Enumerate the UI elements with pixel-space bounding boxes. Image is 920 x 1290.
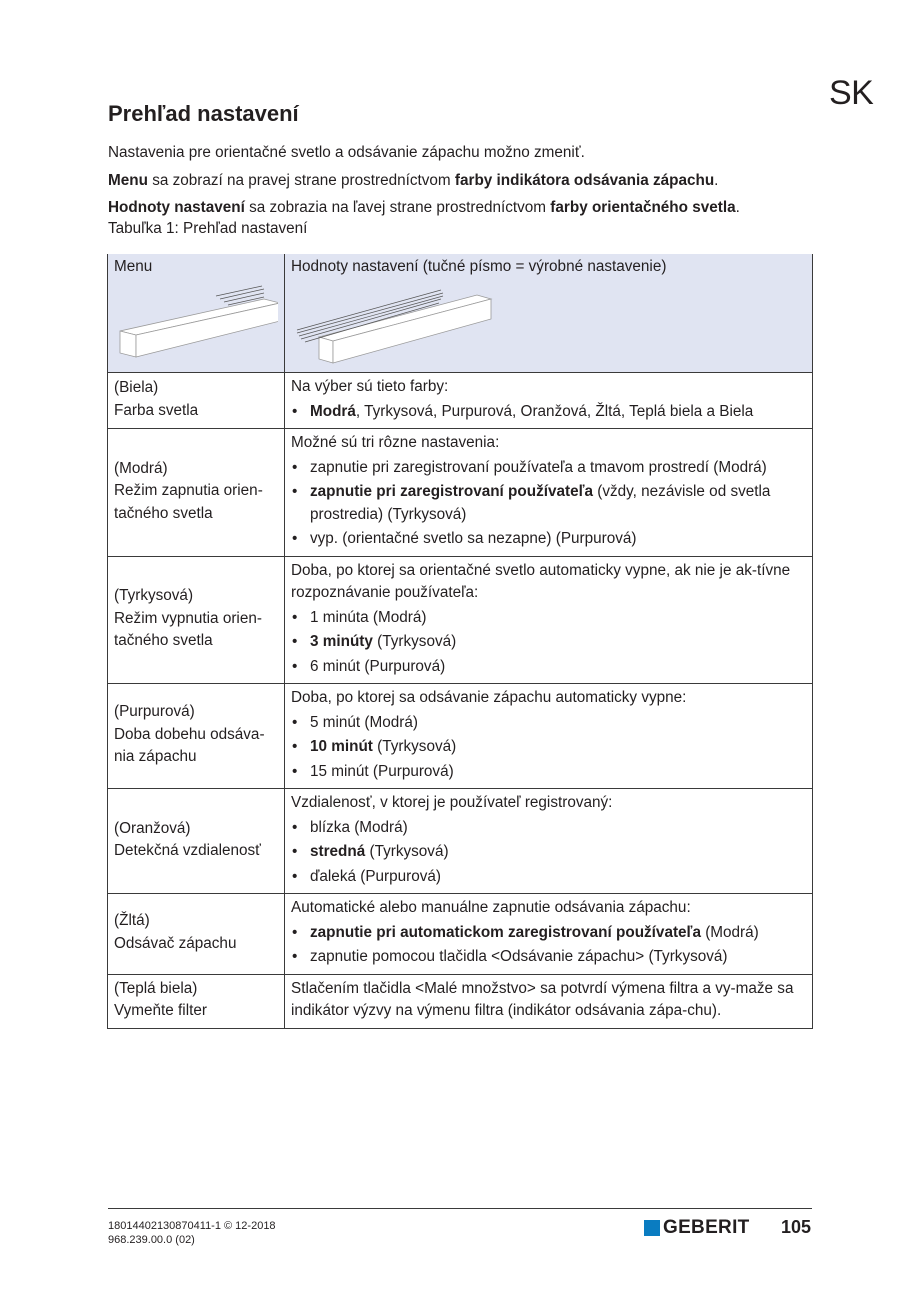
menu-label: Vymeňte filter (114, 1002, 207, 1019)
menu-label: Detekčná vzdialenosť (114, 842, 261, 859)
option-text: , Tyrkysová, Purpurová, Oranžová, Žltá, Teplá biela a Biela (355, 402, 754, 420)
footer-doc-info (108, 1219, 276, 1247)
device-illustration-icon (114, 285, 278, 363)
menu-label: Odsávač zápachu (114, 934, 237, 952)
text: . (714, 171, 719, 189)
values-lead: Automatické alebo manuálne zapnutie odsávania zápachu: (291, 899, 691, 916)
header-menu-label: Menu (114, 258, 153, 275)
settings-table (107, 254, 813, 1029)
values-cell (285, 894, 813, 975)
table-row (108, 556, 813, 684)
values-lead: Stlačením tlačidla <Malé množstvo> sa potvrdí výmena filtra a vy-maže sa indikátor výzvy na výmenu filtra (indikátor odsávania zápa-chu). (291, 979, 794, 1019)
bold-text: farby orientačného svetla (550, 199, 736, 216)
list-item (291, 631, 806, 654)
values-cell (285, 373, 813, 429)
table-row (108, 684, 813, 789)
bold-text: farby indikátora odsávania zápachu (454, 171, 715, 189)
option-text: zapnutie pomocou tlačidla <Odsávanie zápachu> (Tyrkysová) (310, 948, 728, 965)
values-cell (285, 684, 813, 789)
bold-text: Hodnoty nastavení (108, 199, 245, 216)
menu-cell (108, 556, 285, 684)
list-item (291, 656, 806, 679)
intro-text (108, 139, 818, 222)
option-text: ďaleká (Purpurová) (310, 867, 441, 885)
values-cell (285, 429, 813, 557)
brand-square-icon (644, 1220, 660, 1236)
menu-color: (Oranžová) (114, 819, 191, 837)
brand-logo (644, 1217, 750, 1239)
table-row (108, 429, 813, 557)
device-extraction-illustration-icon (291, 285, 501, 365)
list-item (291, 946, 806, 969)
menu-cell (108, 684, 285, 789)
list-item (291, 481, 806, 526)
option-text: vyp. (orientačné svetlo sa nezapne) (Purpurová) (310, 530, 637, 547)
table-row (108, 373, 813, 429)
values-lead: Vzdialenosť, v ktorej je používateľ registrovaný: (291, 794, 613, 811)
default-value: stredná (310, 843, 366, 860)
option-text: zapnutie pri zaregistrovaní používateľa a tmavom prostredí (Modrá) (310, 458, 767, 476)
menu-color: (Tyrkysová) (114, 587, 194, 604)
bold-text: Menu (108, 171, 148, 189)
default-value: 10 minút (310, 738, 373, 755)
language-tag: SK (829, 74, 874, 112)
menu-cell (108, 789, 285, 894)
menu-label: Režim zapnutia orien-tačného svetla (114, 482, 263, 522)
option-text: 6 minút (Purpurová) (310, 657, 446, 675)
table-header-row (108, 254, 813, 373)
menu-cell (108, 974, 285, 1028)
values-lead: Možné sú tri rôzne nastavenia: (291, 434, 500, 451)
values-lead: Doba, po ktorej sa orientačné svetlo automaticky vypne, ak nie je ak-tívne rozpoznávanie používateľa: (291, 561, 791, 601)
default-value: Modrá (310, 402, 356, 420)
values-cell (285, 974, 813, 1028)
menu-label: Farba svetla (114, 401, 199, 419)
intro-line-3 (108, 194, 818, 222)
values-lead: Doba, po ktorej sa odsávanie zápachu automaticky vypne: (291, 689, 687, 706)
text: sa zobrazia na ľavej strane prostredníctvom (244, 199, 551, 216)
list-item (291, 457, 806, 480)
menu-color: (Modrá) (114, 459, 168, 477)
header-cell-values (285, 254, 813, 373)
footer-divider (108, 1208, 812, 1209)
intro-line-1: Nastavenia pre orientačné svetlo a odsávanie zápachu možno zmeniť. (108, 144, 585, 161)
options-list (291, 457, 806, 551)
menu-color: (Teplá biela) (114, 979, 198, 997)
table-row (108, 789, 813, 894)
menu-cell (108, 429, 285, 557)
list-item (291, 528, 806, 551)
option-text: (Tyrkysová) (365, 843, 449, 860)
brand-name: GEBERIT (663, 1217, 750, 1238)
page-number: 105 (781, 1217, 812, 1237)
menu-cell (108, 373, 285, 429)
option-text: (Modrá) (700, 923, 759, 941)
option-text: (Tyrkysová) (372, 738, 457, 755)
options-list (291, 817, 806, 889)
page-title: Prehľad nastavení (108, 101, 299, 126)
menu-color: (Žltá) (114, 912, 150, 930)
list-item (291, 866, 806, 889)
default-value: 3 minúty (310, 633, 373, 650)
table-row (108, 974, 813, 1028)
part-number: 968.239.00.0 (02) (108, 1234, 195, 1246)
menu-cell (108, 894, 285, 975)
list-item (291, 712, 806, 735)
options-list (291, 401, 806, 424)
list-item (291, 607, 806, 630)
values-cell (285, 789, 813, 894)
header-cell-menu (108, 254, 285, 373)
option-text: blízka (Modrá) (310, 818, 408, 836)
menu-color: (Purpurová) (114, 703, 195, 721)
options-list (291, 712, 806, 784)
list-item (291, 922, 806, 945)
list-item (291, 761, 806, 784)
option-text: 5 minút (Modrá) (310, 713, 418, 731)
option-text: (Tyrkysová) (372, 633, 457, 650)
default-value: zapnutie pri zaregistrovaní používateľa (310, 483, 593, 500)
list-item (291, 401, 806, 424)
option-text: (vždy, nezávisle od svetla prostredia) (Tyrkysová) (310, 483, 771, 523)
values-cell (285, 556, 813, 684)
document-id: 18014402130870411-1 © 12-2018 (108, 1220, 276, 1232)
menu-label: Doba dobehu odsáva-nia zápachu (114, 725, 265, 766)
option-text: 1 minúta (Modrá) (310, 608, 427, 626)
menu-label: Režim vypnutia orien-tačného svetla (114, 609, 262, 649)
list-item (291, 817, 806, 840)
text: . (735, 199, 740, 216)
intro-line-2 (108, 167, 818, 195)
options-list (291, 607, 806, 679)
header-values-label: Hodnoty nastavení (tučné písmo = výrobné nastavenie) (291, 258, 667, 275)
table-caption: Tabuľka 1: Prehľad nastavení (108, 220, 308, 237)
list-item (291, 841, 806, 864)
menu-color: (Biela) (114, 379, 159, 396)
table-row (108, 894, 813, 975)
option-text: 15 minút (Purpurová) (310, 762, 454, 780)
text: sa zobrazí na pravej strane prostredníctvom (147, 171, 455, 189)
values-lead: Na výber sú tieto farby: (291, 378, 449, 395)
default-value: zapnutie pri automatickom zaregistrovaní používateľa (310, 923, 701, 941)
options-list (291, 922, 806, 969)
list-item (291, 736, 806, 759)
